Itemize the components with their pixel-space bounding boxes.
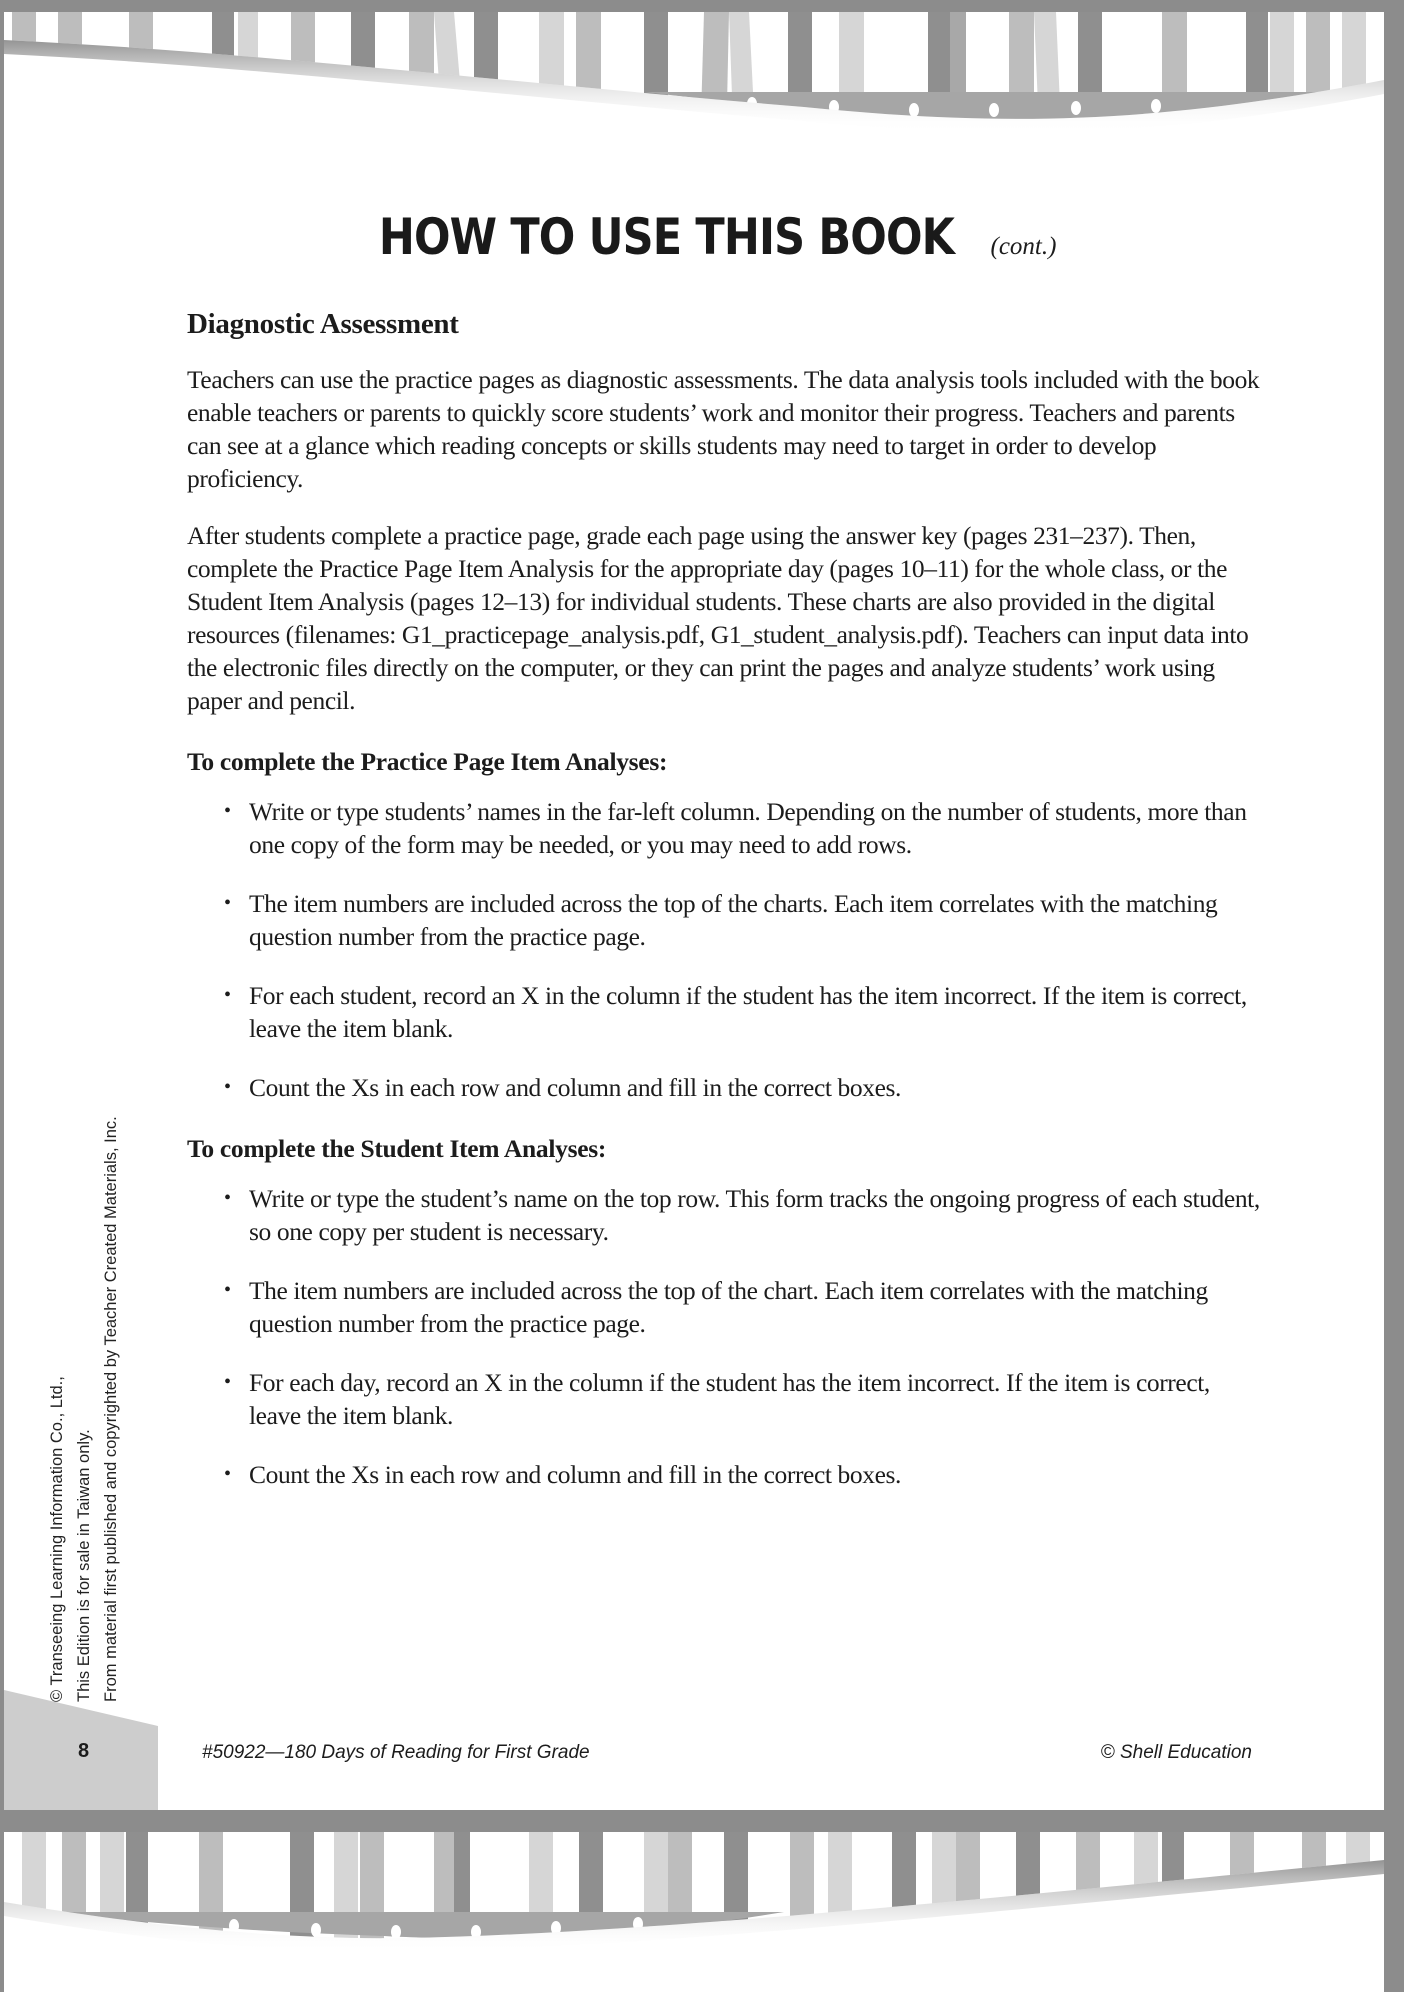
list-item: • Write or type students’ names in the far-left column. Depending on the number of students, more than one copy of the form may be needed, or you may need to add rows. — [224, 797, 1247, 859]
copyright-credit-vertical: © Transeeing Learning Information Co., Ltd., This Edition is for sale in Taiwan only. From material first published and copyrighted by Teacher Created Materials, Inc. — [48, 1116, 120, 1702]
decorative-stripe-banner-next — [4, 1832, 1384, 1992]
book-page — [4, 12, 1384, 1810]
page-number: 8 — [78, 1740, 90, 1762]
list-item: • The item numbers are included across the top of the charts. Each item correlates with the matching question number from the practice page. — [224, 889, 1218, 951]
footer-publisher: © Shell Education — [1100, 1742, 1252, 1763]
footer-book-title: #50922—180 Days of Reading for First Grade — [202, 1742, 590, 1763]
bullet-icon: • — [224, 984, 231, 1006]
bullet-icon: • — [224, 1076, 231, 1098]
page-title-suffix: (cont.) — [990, 233, 1057, 260]
student-item-heading: To complete the Student Item Analyses: — [187, 1134, 607, 1163]
decorative-stripe-banner-top — [4, 12, 1384, 152]
bullet-icon: • — [224, 1279, 231, 1301]
list-item: • Count the Xs in each row and column and fill in the correct boxes. — [224, 1073, 902, 1102]
bullet-icon: • — [224, 892, 231, 914]
practice-page-list — [187, 795, 1267, 1104]
list-item: • For each student, record an X in the column if the student has the item incorrect. If the item is correct, leave the item blank. — [224, 981, 1247, 1043]
list-item: • Write or type the student’s name on the top row. This form tracks the ongoing progress of each student, so one copy per student is necessary. — [224, 1184, 1260, 1246]
bullet-icon: • — [224, 1463, 231, 1485]
bullet-icon: • — [224, 1371, 231, 1393]
list-item: • Count the Xs in each row and column and fill in the correct boxes. — [224, 1460, 902, 1489]
page-title-main: HOW TO USE THIS BOOK — [378, 208, 954, 266]
section-heading: Diagnostic Assessment — [187, 308, 459, 340]
intro-paragraph: Teachers can use the practice pages as diagnostic assessments. The data analysis tools included with the book enable teachers or parents to quickly score students’ work and monitor their progress. Teachers and parents can see at a glance which reading concepts or skills students may need to target in order to develop proficiency. — [187, 365, 1260, 493]
list-item: • The item numbers are included across the top of the chart. Each item correlates with the matching question number from the practice page. — [224, 1276, 1208, 1338]
next-page-preview — [4, 1832, 1384, 1992]
practice-page-heading: To complete the Practice Page Item Analyses: — [187, 747, 668, 776]
instructions-paragraph: After students complete a practice page, grade each page using the answer key (pages 231–237). Then, complete the Practice Page Item Analysis for the appropriate day (pages 10–11) for the whole class, or the Student Item Analysis (pages 12–13) for individual students. These charts are also provided in the digital resources (filenames: G1_practicepage_analysis.pdf, G1_student_analysis.pdf). Teachers can input data into the electronic files directly on the computer, or they can print the pages and analyze students’ work using paper and pencil. — [187, 521, 1249, 715]
student-item-list — [187, 1182, 1267, 1491]
main-content — [187, 308, 1267, 1517]
list-item: • For each day, record an X in the column if the student has the item incorrect. If the item is correct, leave the item blank. — [224, 1368, 1210, 1430]
bullet-icon: • — [224, 1187, 231, 1209]
bullet-icon: • — [224, 800, 231, 822]
page-title — [4, 208, 1384, 266]
